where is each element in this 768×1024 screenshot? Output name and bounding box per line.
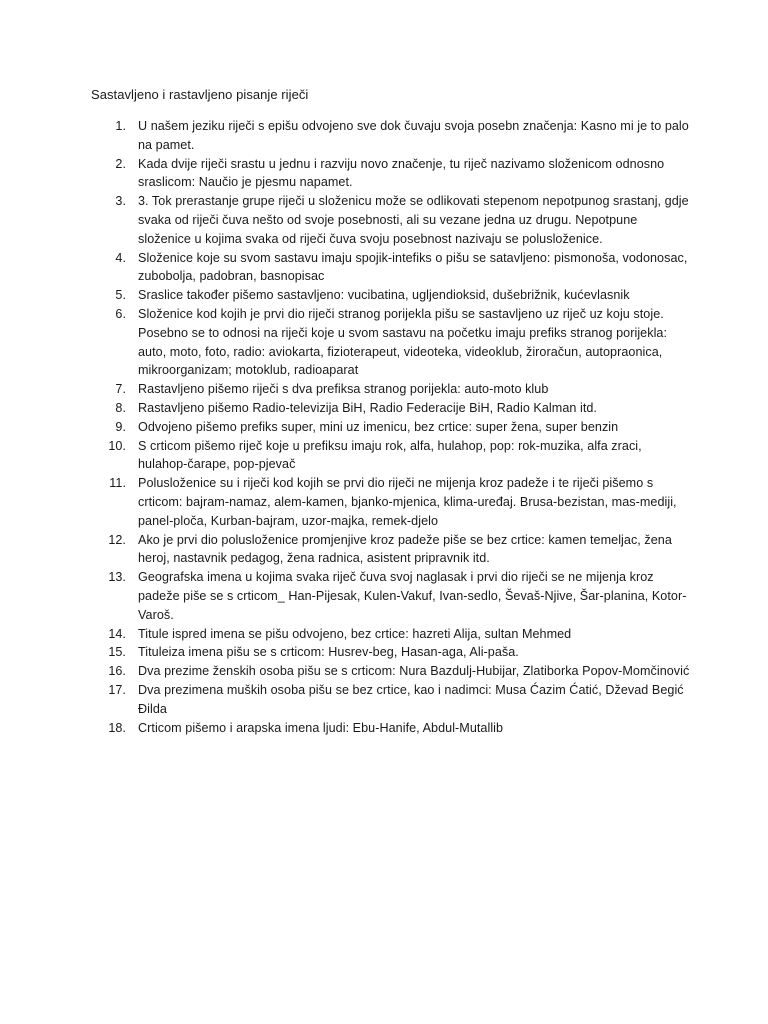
list-item — [91, 474, 691, 530]
list-item-text: Polusloženice su i riječi kod kojih se prvi dio riječi ne mijenja kroz padeže i te riječi pišemo s crticom: bajram-namaz, alem-kamen, bjanko-mjenica, klima-uređaj. Brusa-bezistan, mas-mediji, panel-ploča, Kurban-bajram, uzor-majka, remek-djelo — [138, 476, 677, 528]
list-item-number: 14. — [108, 626, 126, 641]
list-item — [91, 681, 691, 719]
list-item — [91, 568, 691, 624]
list-item-number: 13. — [108, 570, 126, 585]
list-item-text: Ako je prvi dio polusloženice promjenjive kroz padeže piše se bez crtice: kamen temeljac, žena heroj, nastavnik pedagog, žena radnica, asistent pripravnik itd. — [138, 532, 672, 566]
list-item-text: Dva prezime ženskih osoba pišu se s crticom: Nura Bazdulj-Hubijar, Zlatiborka Popov-Momčinović — [138, 664, 690, 679]
list-item — [91, 625, 691, 644]
list-item — [91, 117, 691, 155]
list-item-text: Složenice koje su svom sastavu imaju spojik-intefiks o pišu se satavljeno: pismonoša, vodonosac, zubobolja, padobran, basnopisac — [138, 250, 688, 284]
list-item-number: 10. — [108, 438, 126, 453]
document-title: Sastavljeno i rastavljeno pisanje riječi — [91, 87, 309, 102]
list-item-number: 7. — [115, 382, 126, 397]
list-item-text: Crticom pišemo i arapska imena ljudi: Ebu-Hanife, Abdul-Mutallib — [138, 720, 504, 735]
list-item-number: 12. — [108, 532, 126, 547]
list-item — [91, 286, 691, 305]
list-item-text: Dva prezimena muških osoba pišu se bez crtice, kao i nadimci: Musa Ćazim Ćatić, Dževad Begić Đilda — [138, 682, 684, 716]
list-item — [91, 662, 691, 681]
list-item-text: Geografska imena u kojima svaka riječ čuva svoj naglasak i prvi dio riječi se ne mijenja kroz padeže piše se s crticom_ Han-Pijesak, Kulen-Vakuf, Ivan-sedlo, Ševaš-Njive, Šar-planina, Kotor-Varoš. — [138, 570, 687, 622]
list-item — [91, 418, 691, 437]
list-item-number: 17. — [108, 682, 126, 697]
list-item-number: 8. — [115, 400, 126, 415]
list-item-number: 11. — [109, 476, 126, 491]
list-item-text: 3. Tok prerastanje grupe riječi u složenicu može se odlikovati stepenom nepotpunog srastanj, gdje svaka od riječi čuva nešto od svoje posebnosti, ali su vezane jedna uz drugu. Nepotpune složenice u kojima svaka od riječi čuva svoju posebnost nazivaju se polusloženice. — [138, 194, 689, 246]
numbered-list — [91, 117, 691, 737]
list-item-text: Sraslice također pišemo sastavljeno: vucibatina, ugljendioksid, dušebrižnik, kućevlasnik — [138, 288, 630, 303]
list-item — [91, 437, 691, 475]
list-item-number: 3. — [115, 194, 126, 209]
list-item-number: 4. — [115, 250, 126, 265]
list-item-number: 2. — [115, 156, 126, 171]
list-item-number: 6. — [115, 306, 126, 321]
list-item-number: 9. — [115, 419, 126, 434]
list-item — [91, 155, 691, 193]
list-item — [91, 192, 691, 248]
list-item-number: 5. — [115, 288, 126, 303]
list-item-text: Složenice kod kojih je prvi dio riječi stranog porijekla pišu se sastavljeno uz riječ uz koju stoje. Posebno se to odnosi na riječi koje u svom sastavu na početku imaju prefiks stranog porijekla: auto, moto, foto, radio: aviokarta, fizioterapeut, videoteka, videoklub, žiroračun, autopraonica, mikroorganizam; motoklub, radioaparat — [138, 306, 668, 378]
list-item-text: U našem jeziku riječi s epišu odvojeno sve dok čuvaju svoja posebn značenja: Kasno mi je to palo na pamet. — [138, 119, 689, 152]
list-item-text: Tituleiza imena pišu se s crticom: Husrev-beg, Hasan-aga, Ali-paša. — [138, 645, 519, 660]
list-item-number: 16. — [108, 664, 126, 679]
list-item-text: Kada dvije riječi srastu u jednu i razviju novo značenje, tu riječ nazivamo složenicom odnosno sraslicom: Naučio je pjesmu napamet. — [138, 156, 665, 190]
list-item — [91, 305, 691, 380]
list-item-number: 18. — [108, 720, 126, 735]
list-item — [91, 399, 691, 418]
list-item — [91, 643, 691, 662]
list-item — [91, 531, 691, 569]
list-item-number: 1. — [115, 119, 126, 133]
list-item-text: S crticom pišemo riječ koje u prefiksu imaju rok, alfa, hulahop, pop: rok-muzika, alfa zraci, hulahop-čarape, pop-pjevač — [138, 438, 642, 472]
list-item-text: Rastavljeno pišemo riječi s dva prefiksa stranog porijekla: auto-moto klub — [138, 382, 549, 397]
list-item-text: Rastavljeno pišemo Radio-televizija BiH, Radio Federacije BiH, Radio Kalman itd. — [138, 400, 597, 415]
list-item-text: Odvojeno pišemo prefiks super, mini uz imenicu, bez crtice: super žena, super benzin — [138, 419, 619, 434]
list-item — [91, 719, 691, 738]
list-item — [91, 249, 691, 287]
list-item-text: Titule ispred imena se pišu odvojeno, bez crtice: hazreti Alija, sultan Mehmed — [138, 626, 572, 641]
list-item-number: 15. — [108, 645, 126, 660]
list-item — [91, 380, 691, 399]
